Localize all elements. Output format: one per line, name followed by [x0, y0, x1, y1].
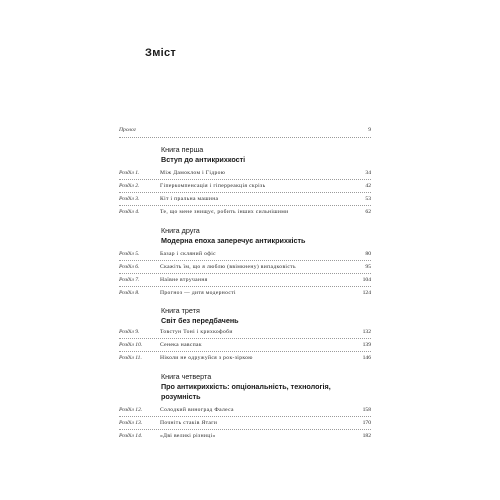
toc-entry-chapter-9[interactable] — [119, 326, 371, 338]
chapter-label: Розділ 1. — [119, 170, 140, 176]
toc-entry-chapter-8[interactable] — [119, 287, 371, 299]
chapter-page: 95 — [365, 264, 371, 270]
chapter-title: Ніколи не одружуйся з рок-зіркою — [160, 355, 253, 361]
chapter-label: Розділ 10. — [119, 342, 143, 348]
chapter-page: 139 — [362, 342, 371, 348]
chapter-page: 132 — [362, 329, 371, 335]
chapter-title: Наївне втручання — [160, 277, 208, 283]
chapter-page: 170 — [362, 420, 371, 426]
toc-entry-chapter-12[interactable] — [119, 404, 371, 416]
toc-entry-chapter-11[interactable] — [119, 352, 371, 364]
page-title: Зміст — [145, 47, 177, 59]
toc-entry-chapter-13[interactable] — [119, 417, 371, 429]
book-1-number: Книга перша — [161, 145, 204, 154]
chapter-label: Розділ 5. — [119, 251, 140, 257]
toc-entry-chapter-3[interactable] — [119, 193, 371, 205]
chapter-title: «Дві великі різниці» — [160, 433, 216, 439]
chapter-title: Базар і скляний офіс — [160, 251, 216, 257]
chapter-title: Між Дамоклом і Гідрою — [160, 170, 226, 176]
chapter-label: Розділ 14. — [119, 433, 143, 439]
chapter-label: Розділ 6. — [119, 264, 140, 270]
chapter-page: 42 — [365, 183, 371, 189]
toc-entry-chapter-5[interactable] — [119, 248, 371, 260]
chapter-label: Розділ 4. — [119, 209, 140, 215]
chapter-title: Товстун Тоні і крихкофоби — [160, 329, 233, 335]
chapter-label: Розділ 11. — [119, 355, 142, 361]
chapter-label: Розділ 9. — [119, 329, 140, 335]
chapter-page: 158 — [362, 407, 371, 413]
toc-entry-chapter-6[interactable] — [119, 261, 371, 273]
chapter-label: Розділ 3. — [119, 196, 140, 202]
book-3-title: Світ без передбачень — [161, 316, 239, 325]
chapter-title: Почніть стаків Ятаги — [160, 420, 218, 426]
book-3-header — [161, 306, 381, 326]
chapter-label: Розділ 13. — [119, 420, 143, 426]
book-2-header — [161, 226, 381, 246]
prologue-label: Пролог — [119, 127, 136, 133]
chapter-label: Розділ 2. — [119, 183, 140, 189]
chapter-label: Розділ 8. — [119, 290, 140, 296]
book-4-title: Про антикрихкість: опціональність, технологія, розумність — [161, 382, 331, 401]
chapter-page: 104 — [362, 277, 371, 283]
chapter-title: Солодкий виноград Фалеса — [160, 407, 234, 413]
chapter-page: 182 — [362, 433, 371, 439]
chapter-label: Розділ 7. — [119, 277, 140, 283]
chapter-page: 146 — [362, 355, 371, 361]
chapter-page: 80 — [365, 251, 371, 257]
book-4-header — [161, 372, 381, 402]
chapter-title: Те, що мене знищує, робить інших сильнішими — [160, 209, 289, 215]
toc-entry-chapter-14[interactable] — [119, 430, 371, 442]
toc-entry-chapter-2[interactable] — [119, 180, 371, 192]
chapter-page: 34 — [365, 170, 371, 176]
book-4-number: Книга четверта — [161, 372, 212, 381]
chapter-page: 53 — [365, 196, 371, 202]
chapter-title: Прогноз — дитя модерності — [160, 290, 236, 296]
chapter-title: Кіт і пральна машина — [160, 196, 219, 202]
divider — [119, 137, 371, 138]
book-3-number: Книга третя — [161, 306, 200, 315]
toc-entry-chapter-1[interactable] — [119, 167, 371, 179]
toc-entry-chapter-10[interactable] — [119, 339, 371, 351]
chapter-page: 62 — [365, 209, 371, 215]
chapter-title: Сенека навспак — [160, 342, 202, 348]
chapter-title: Скажіть їм, що я люблю (ввімкнену) випадковість — [160, 264, 296, 270]
chapter-title: Гіперкомпенсація і гіперреакція скрізь — [160, 183, 266, 189]
toc-entry-chapter-4[interactable] — [119, 206, 371, 218]
chapter-page: 124 — [362, 290, 371, 296]
toc-entry-chapter-7[interactable] — [119, 274, 371, 286]
book-2-title: Модерна епоха заперечує антикрихкість — [161, 236, 306, 245]
book-1-title: Вступ до антикрихкості — [161, 155, 246, 164]
book-2-number: Книга друга — [161, 226, 200, 235]
book-1-header — [161, 145, 381, 165]
chapter-label: Розділ 12. — [119, 407, 143, 413]
toc-entry-prologue[interactable] — [119, 124, 371, 136]
prologue-page: 9 — [368, 127, 371, 133]
